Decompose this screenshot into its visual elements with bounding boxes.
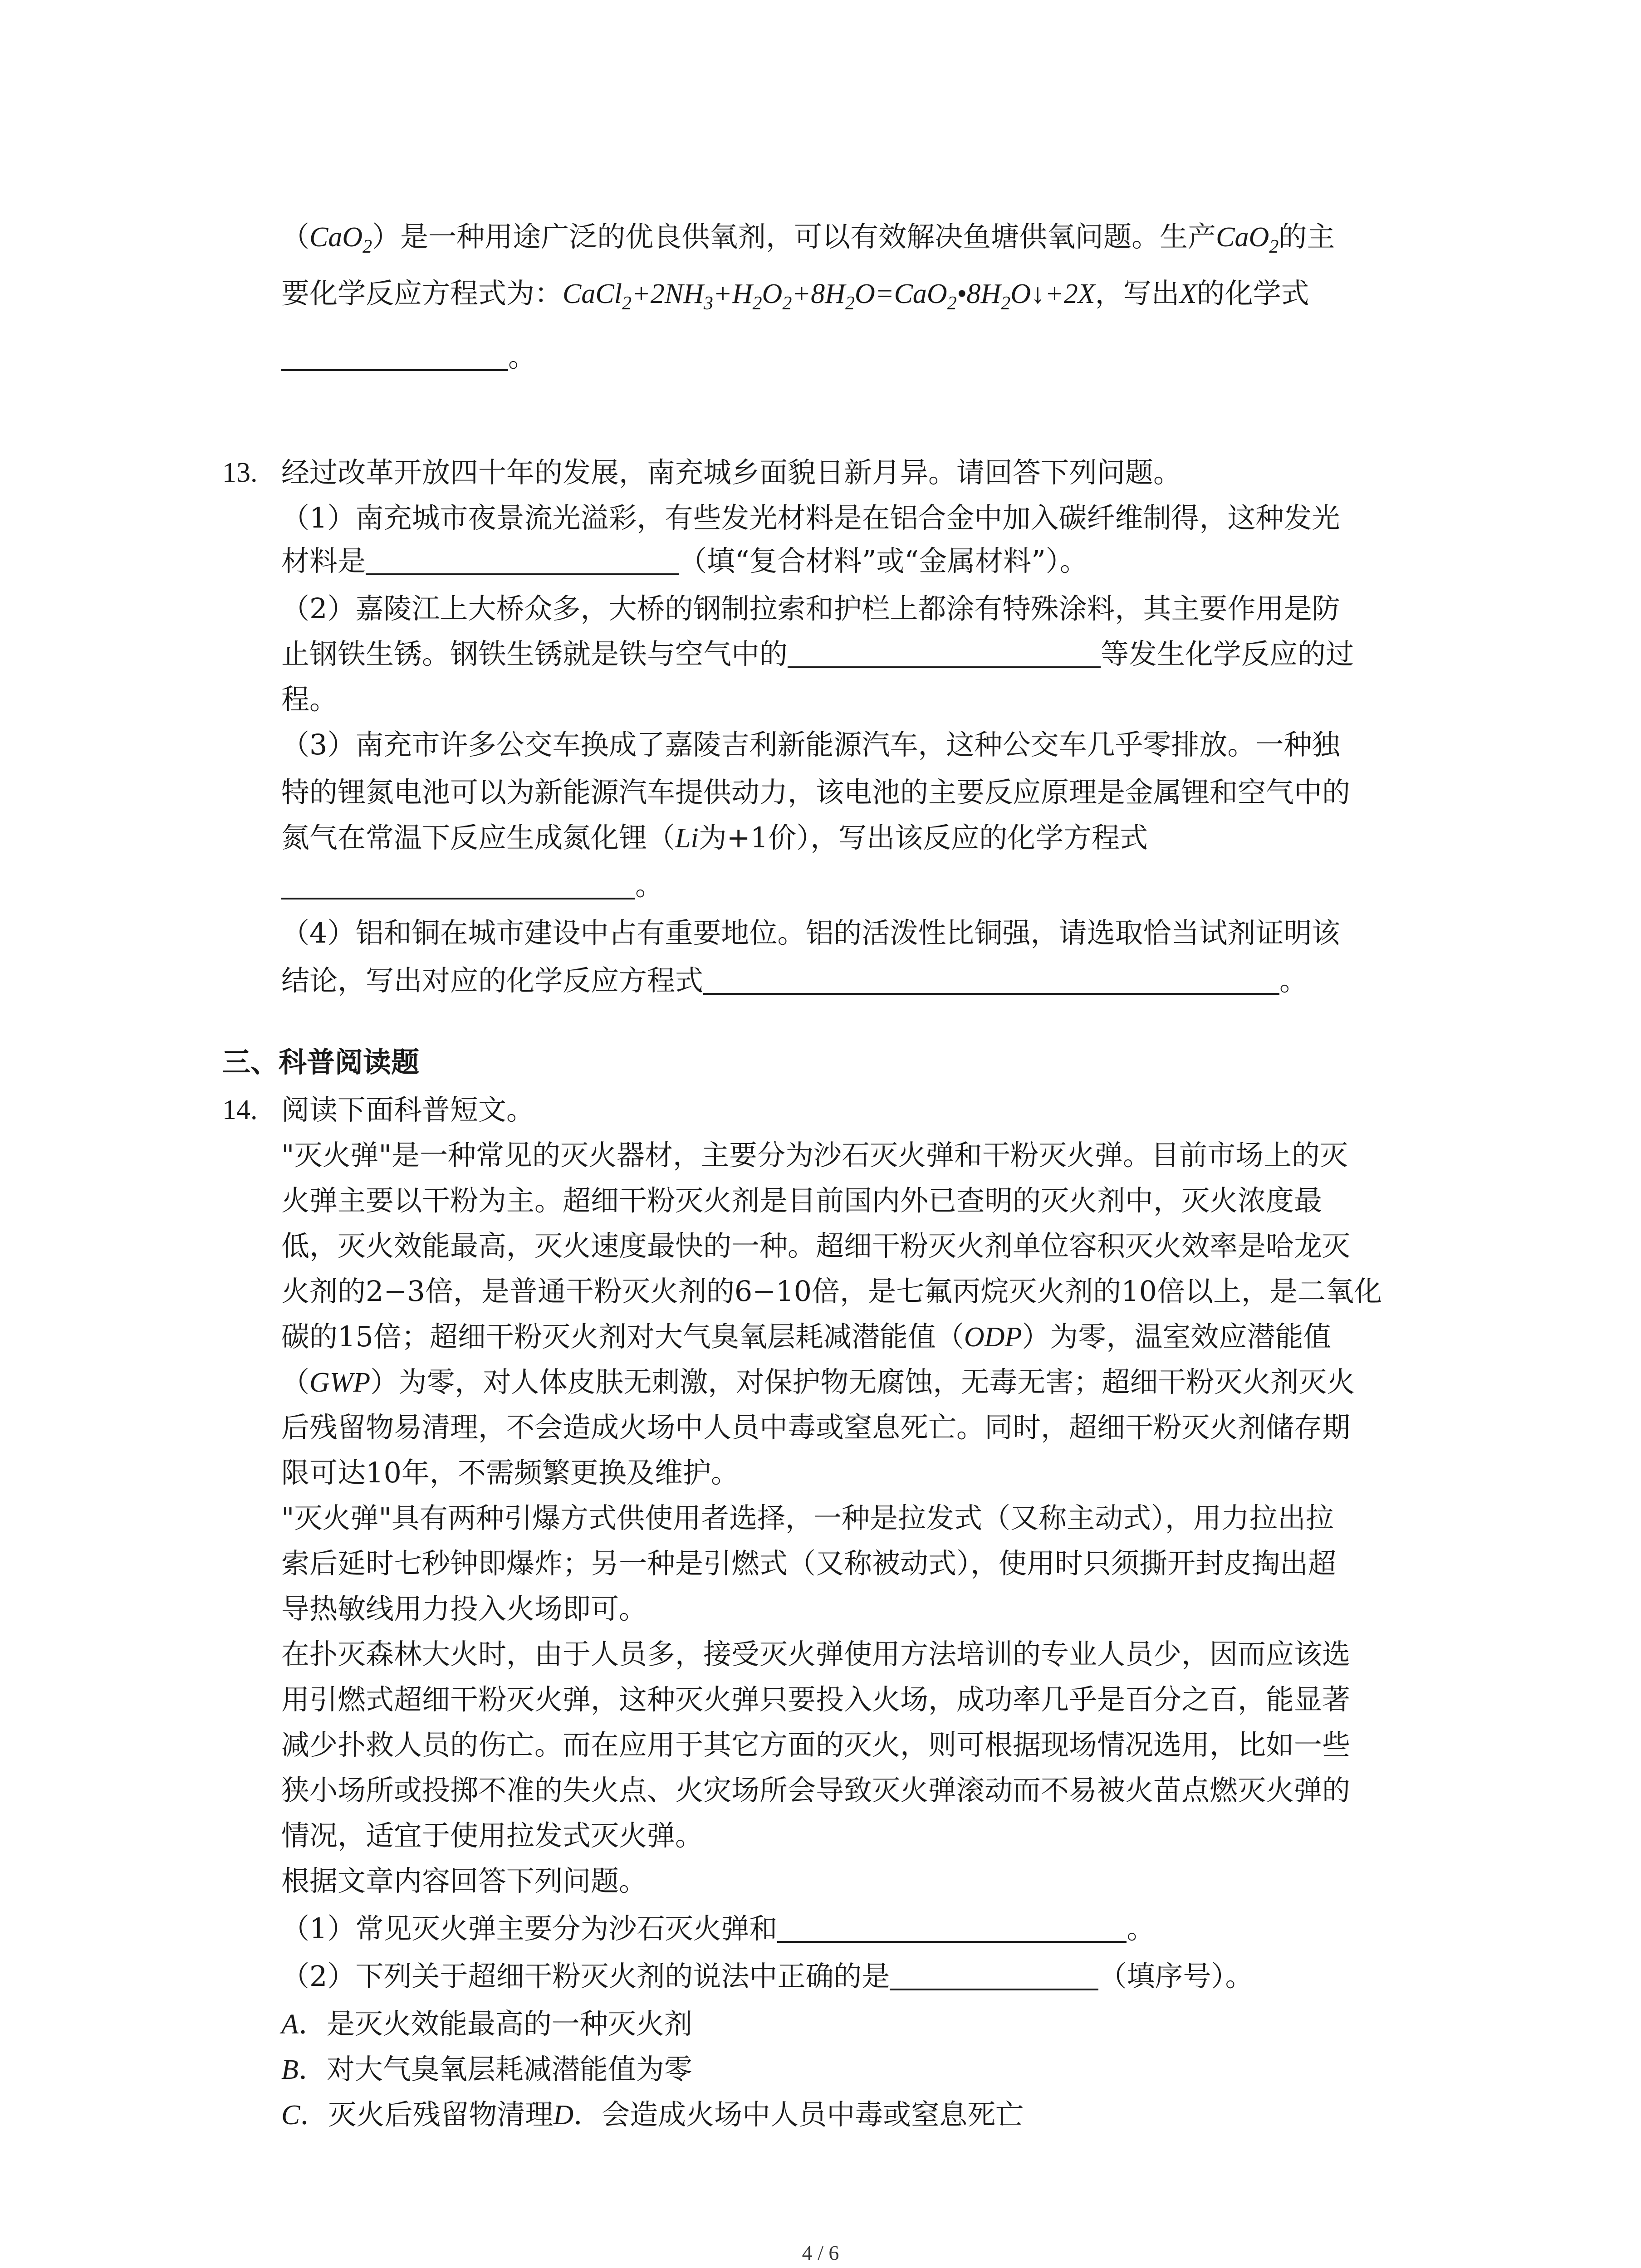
answer-blank[interactable] xyxy=(788,637,1101,668)
article-line: 索后延时七秒钟即爆炸；另一种是引燃式（又称被动式），使用时只须撕开封皮掏出超 xyxy=(281,1547,1337,1580)
text: ）为零，温室效应潜能值 xyxy=(1022,1320,1332,1353)
article-line: 低，灭火效能最高，灭火速度最快的一种。超细干粉灭火剂单位容积灭火效率是哈龙灭 xyxy=(281,1229,1351,1262)
abbreviation: GWP xyxy=(309,1367,371,1398)
text: 要化学反应方程式为： xyxy=(281,277,563,310)
text: 等发生化学反应的过 xyxy=(1101,637,1354,670)
section-heading: 三、科普阅读题 xyxy=(222,1046,420,1079)
article-line: 情况，适宜于使用拉发式灭火弹。 xyxy=(281,1819,704,1852)
text: （填“复合材料”或“金属材料”）。 xyxy=(679,544,1088,577)
q13-p3-line-1: （3）南充市许多公交车换成了嘉陵吉利新能源汽车，这种公交车几乎零排放。一种独 xyxy=(281,728,1340,761)
subscript: 2 xyxy=(1269,236,1279,257)
text: 结论，写出对应的化学反应方程式 xyxy=(281,964,704,997)
article-line: 导热敏线用力投入火场即可。 xyxy=(281,1592,647,1625)
q14-sub-question-1 xyxy=(281,1905,1155,1952)
text: 为+1价），写出该反应的化学方程式 xyxy=(698,821,1148,854)
article-line: 后残留物易清理，不会造成火场中人员中毒或窒息死亡。同时，超细干粉灭火剂储存期 xyxy=(281,1411,1351,1444)
article-line: 用引燃式超细干粉灭火弹，这种灭火弹只要投入火场，成功率几乎是百分之百，能显著 xyxy=(281,1683,1351,1716)
option-text: ．会造成火场中人员中毒或窒息死亡 xyxy=(573,2098,1024,2131)
text: （ xyxy=(281,220,310,253)
text: 碳的15倍；超细干粉灭火剂对大气臭氧层耗减潜能值（ xyxy=(281,1320,964,1353)
option-letter: D xyxy=(553,2100,574,2131)
option-text: ．是灭火效能最高的一种灭火剂 xyxy=(298,2007,692,2040)
text: ）为零，对人体皮肤无刺激，对保护物无腐蚀，无毒无害；超细干粉灭火剂灭火 xyxy=(370,1365,1355,1398)
article-line xyxy=(281,1359,1355,1406)
article-line: 根据文章内容回答下列问题。 xyxy=(281,1864,647,1897)
q13-p3-line-4 xyxy=(281,862,663,909)
q13-p2-line-2 xyxy=(281,631,1354,678)
text: （填序号）。 xyxy=(1098,1960,1254,1993)
article-line xyxy=(281,1313,1331,1361)
option-a xyxy=(281,2000,692,2048)
element-symbol: Li xyxy=(675,823,699,854)
answer-blank[interactable] xyxy=(890,1960,1098,1990)
article-line: 减少扑救人员的伤亡。而在应用于其它方面的灭火，则可根据现场情况选用，比如一些 xyxy=(281,1728,1351,1761)
q13-p1-line-2 xyxy=(281,538,1088,585)
option-letter: A xyxy=(281,2009,299,2040)
q12-line-3 xyxy=(281,333,536,381)
text: ）是一种用途广泛的优良供氧剂，可以有效解决鱼塘供氧问题。生产 xyxy=(372,220,1216,253)
text: 的主 xyxy=(1279,220,1335,253)
q13-p3-line-3 xyxy=(281,814,1148,862)
answer-blank[interactable] xyxy=(281,340,508,371)
article-line: 限可达10年，不需频繁更换及维护。 xyxy=(281,1456,739,1489)
answer-blank[interactable] xyxy=(703,964,1279,995)
answer-blank[interactable] xyxy=(777,1912,1127,1943)
answer-blank[interactable] xyxy=(366,544,679,575)
text: 材料是 xyxy=(281,544,366,577)
variable: X xyxy=(1179,279,1197,309)
article-line: 在扑灭森林大火时，由于人员多，接受灭火弹使用方法培训的专业人员少，因而应该选 xyxy=(281,1637,1351,1671)
formula: CaO xyxy=(309,222,363,253)
text: （1）常见灭火弹主要分为沙石灭火弹和 xyxy=(281,1912,778,1945)
text: 止钢铁生锈。钢铁生锈就是铁与空气中的 xyxy=(281,637,788,670)
option-c-d xyxy=(281,2091,1024,2139)
option-text: ．灭火后残留物清理 xyxy=(300,2098,554,2131)
q14-sub-question-2 xyxy=(281,1953,1253,2000)
article-line: 火弹主要以干粉为主。超细干粉灭火剂是目前国内外已查明的灭火剂中，灭火浓度最 xyxy=(281,1184,1323,1217)
text: （ xyxy=(281,1365,310,1398)
option-letter: C xyxy=(281,2100,300,2131)
q12-line-1 xyxy=(281,213,1335,261)
page-number: 4 / 6 xyxy=(802,2241,839,2264)
article-line: 火剂的2−3倍，是普通干粉灭火剂的6−10倍，是七氟丙烷灭火剂的10倍以上，是二氧化 xyxy=(281,1275,1382,1308)
article-line: 狭小场所或投掷不准的失火点、火灾场所会导致灭火弹滚动而不易被火苗点燃灭火弹的 xyxy=(281,1774,1351,1807)
abbreviation: ODP xyxy=(964,1322,1022,1353)
text: 。 xyxy=(1127,1912,1155,1945)
answer-blank[interactable] xyxy=(281,869,635,899)
q13-p3-line-2: 特的锂氮电池可以为新能源汽车提供动力，该电池的主要反应原理是金属锂和空气中的 xyxy=(281,776,1351,809)
q14-stem: 阅读下面科普短文。 xyxy=(281,1093,535,1126)
q13-p2-line-1: （2）嘉陵江上大桥众多，大桥的钢制拉索和护栏上都涂有特殊涂料，其主要作用是防 xyxy=(281,592,1340,625)
text: 的化学式 xyxy=(1196,277,1309,310)
text: 。 xyxy=(1279,964,1308,997)
q12-line-2 xyxy=(281,270,1309,318)
formula: CaO xyxy=(1216,222,1269,253)
text: 。 xyxy=(508,340,537,373)
option-b xyxy=(281,2046,692,2093)
question-number: 13. xyxy=(222,457,258,488)
option-letter: B xyxy=(281,2054,299,2085)
article-line: "灭火弹"是一种常见的灭火器材，主要分为沙石灭火弹和干粉灭火弹。目前市场上的灭 xyxy=(281,1139,1348,1172)
text: （2）下列关于超细干粉灭火剂的说法中正确的是 xyxy=(281,1960,890,1993)
subscript: 2 xyxy=(362,236,372,257)
q13-stem: 经过改革开放四十年的发展，南充城乡面貌日新月异。请回答下列问题。 xyxy=(281,456,1182,489)
text: 氮气在常温下反应生成氮化锂（ xyxy=(281,821,676,854)
q13-p4-line-1: （4）铝和铜在城市建设中占有重要地位。铝的活泼性比铜强，请选取恰当试剂证明该 xyxy=(281,916,1340,949)
text: 。 xyxy=(635,869,664,902)
question-number: 14. xyxy=(222,1095,258,1125)
equation: $CaCl_2+2NH_3+H_2O_2+8H_2O=CaO_2•8H_2O↓+2X$ xyxy=(563,279,1095,314)
option-text: ．对大气臭氧层耗减潜能值为零 xyxy=(298,2053,692,2086)
q13-p2-line-3: 程。 xyxy=(281,683,338,716)
q13-p1-line-1: （1）南充城市夜景流光溢彩，有些发光材料是在铝合金中加入碳纤维制得，这种发光 xyxy=(281,501,1340,534)
article-line: "灭火弹"具有两种引爆方式供使用者选择，一种是拉发式（又称主动式），用力拉出拉 xyxy=(281,1501,1334,1535)
text: ，写出 xyxy=(1095,277,1180,310)
q13-p4-line-2 xyxy=(281,957,1308,1004)
